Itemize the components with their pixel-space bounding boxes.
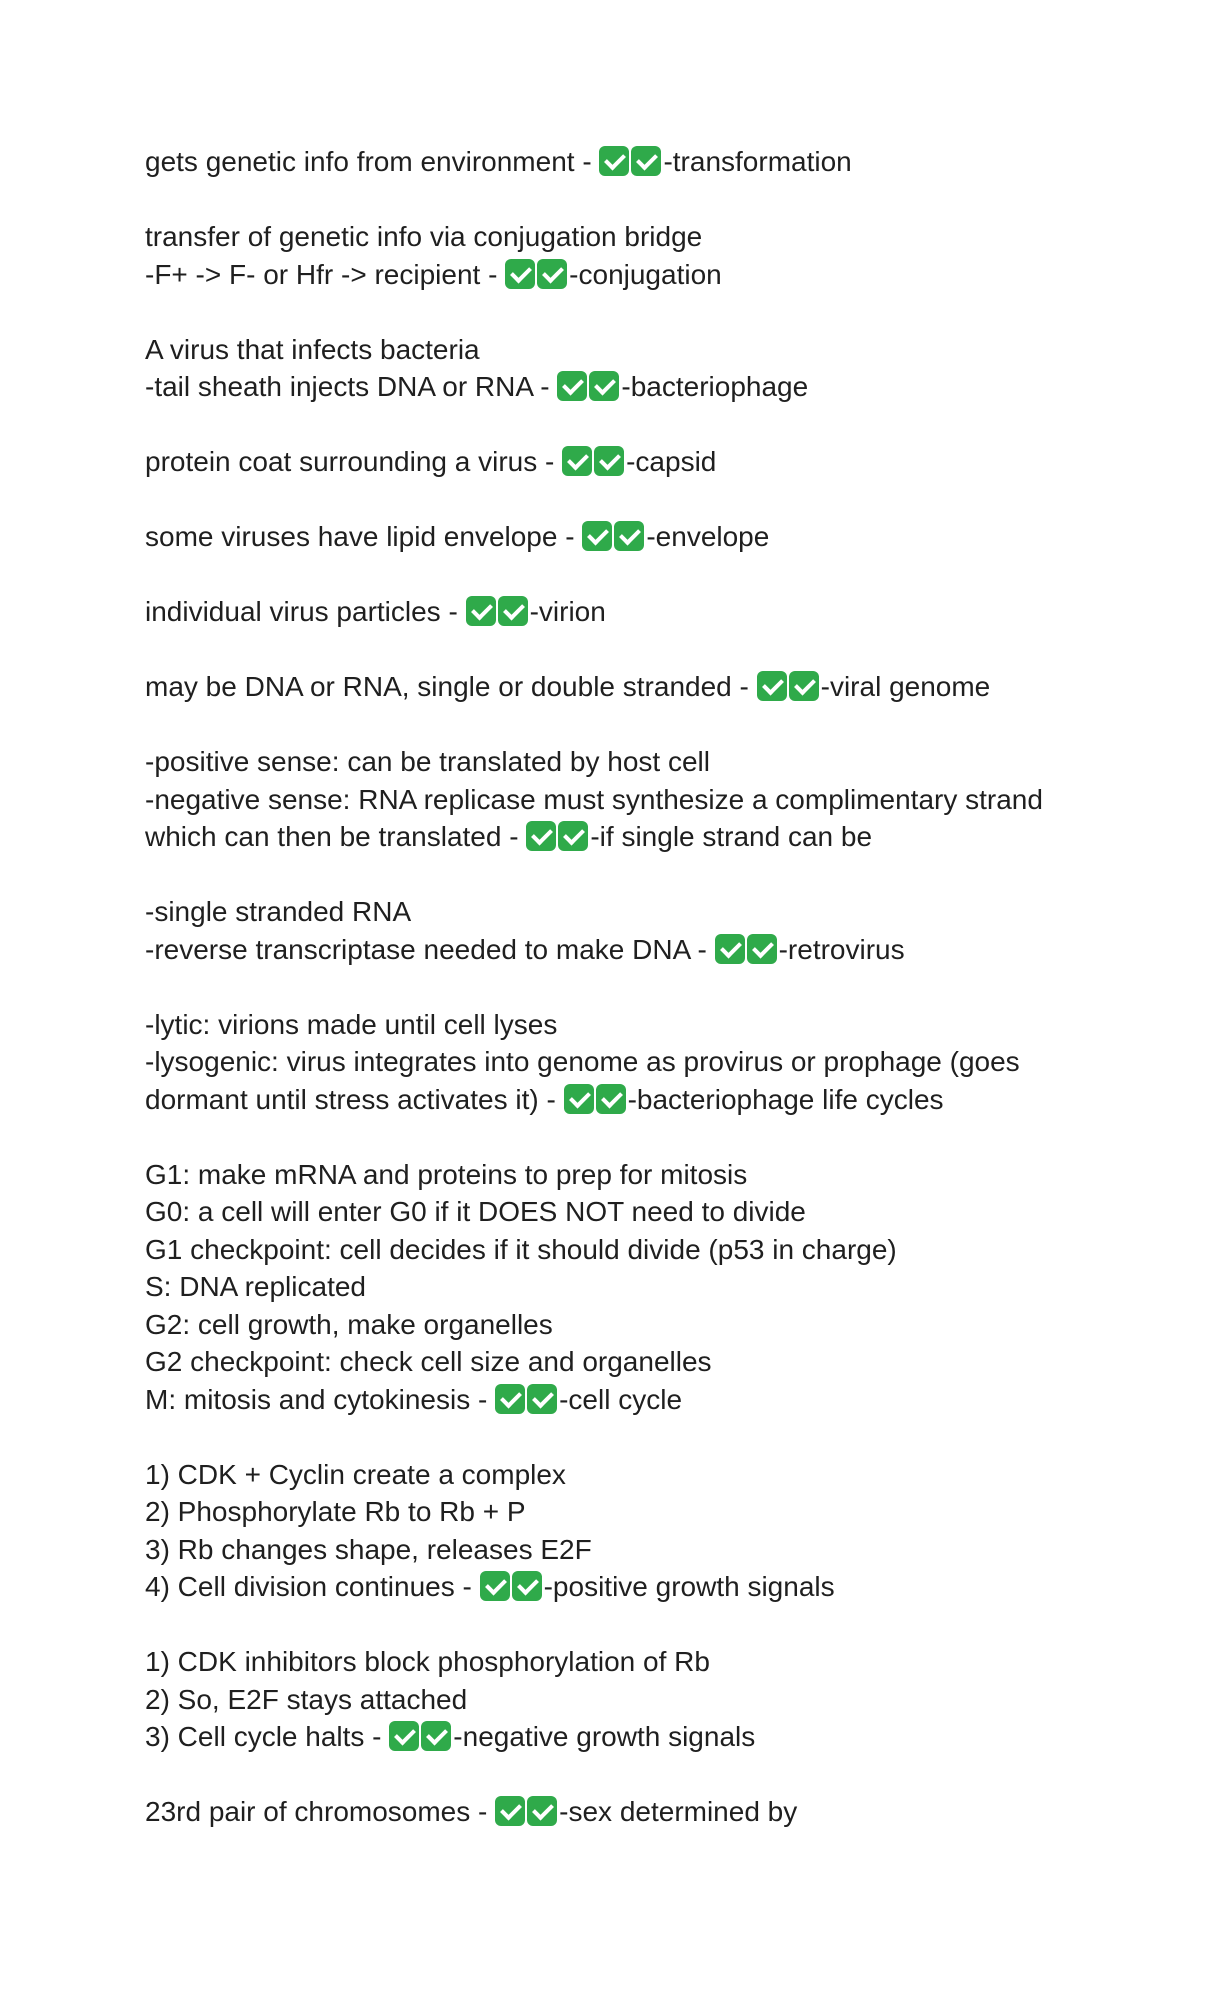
term-text: 2) So, E2F stays attached xyxy=(145,1683,468,1715)
check-mark-icon xyxy=(789,671,819,701)
flashcard-entry xyxy=(145,1156,1085,1419)
term-text: -lytic: virions made until cell lyses xyxy=(145,1008,558,1040)
check-mark-icon xyxy=(614,521,644,551)
term-line xyxy=(145,668,1085,706)
term-text: may be DNA or RNA, single or double stranded - xyxy=(145,671,757,702)
term-line xyxy=(145,1793,1085,1831)
check-marks xyxy=(466,596,530,627)
check-mark-icon xyxy=(582,521,612,551)
check-marks xyxy=(757,671,821,702)
check-mark-icon xyxy=(562,446,592,476)
term-text: 23rd pair of chromosomes - xyxy=(145,1796,496,1827)
check-mark-icon xyxy=(466,596,496,626)
term-line xyxy=(145,1493,1085,1531)
term-text: 1) CDK inhibitors block phosphorylation of Rb xyxy=(145,1646,710,1677)
term-text: individual virus particles - xyxy=(145,596,466,627)
term-text: 3) Rb changes shape, releases E2F xyxy=(145,1533,592,1565)
check-marks xyxy=(526,821,590,852)
flashcard-entry xyxy=(145,331,1085,406)
term-line xyxy=(145,818,1085,856)
term-text: 3) Cell cycle halts - xyxy=(145,1721,390,1752)
answer-text: -sex determined by xyxy=(559,1796,798,1827)
term-text: -single stranded RNA xyxy=(145,896,412,927)
term-line xyxy=(145,1456,1085,1494)
check-mark-icon xyxy=(589,371,619,401)
answer-text: -if single strand can be xyxy=(590,821,873,852)
check-mark-icon xyxy=(495,1384,525,1414)
answer-text: -virion xyxy=(529,596,606,627)
answer-text: -bacteriophage xyxy=(621,371,809,402)
term-line xyxy=(145,1381,1085,1419)
term-line xyxy=(145,331,1085,369)
term-line xyxy=(145,1268,1085,1306)
flashcard-entry xyxy=(145,143,1085,181)
flashcard-entry xyxy=(145,743,1085,856)
term-line xyxy=(145,1231,1085,1269)
flashcard-entry xyxy=(145,443,1085,481)
term-text: G1: make mRNA and proteins to prep for mitosis xyxy=(145,1158,748,1190)
check-mark-icon xyxy=(757,671,787,701)
answer-text: -bacteriophage life cycles xyxy=(627,1083,944,1115)
flashcard-entry xyxy=(145,668,1085,706)
term-text: 1) CDK + Cyclin create a complex xyxy=(145,1458,566,1490)
term-line xyxy=(145,931,1085,969)
check-mark-icon xyxy=(564,1084,594,1114)
check-mark-icon xyxy=(557,371,587,401)
check-mark-icon xyxy=(599,146,629,176)
flashcard-entry xyxy=(145,518,1085,556)
check-mark-icon xyxy=(480,1571,510,1601)
check-marks xyxy=(582,521,646,552)
term-line xyxy=(145,1643,1085,1681)
check-mark-icon xyxy=(421,1721,451,1751)
check-mark-icon xyxy=(527,1796,557,1826)
term-line xyxy=(145,1193,1085,1231)
check-marks xyxy=(564,1084,628,1115)
check-mark-icon xyxy=(389,1721,419,1751)
term-line xyxy=(145,218,1085,256)
answer-text: -conjugation xyxy=(569,258,722,290)
term-text: -tail sheath injects DNA or RNA - xyxy=(145,371,558,402)
term-text: G2 checkpoint: check cell size and organelles xyxy=(145,1346,712,1377)
check-mark-icon xyxy=(747,934,777,964)
term-line xyxy=(145,1306,1085,1344)
term-text: which can then be translated - xyxy=(145,821,527,852)
term-line xyxy=(145,368,1085,406)
check-marks xyxy=(557,371,621,402)
term-line xyxy=(145,256,1085,294)
term-text: protein coat surrounding a virus - xyxy=(145,446,563,477)
check-mark-icon xyxy=(596,1084,626,1114)
check-mark-icon xyxy=(495,1796,525,1826)
flashcard-entry xyxy=(145,1006,1085,1119)
answer-text: -transformation xyxy=(663,146,852,177)
term-text: G1 checkpoint: cell decides if it should divide (p53 in charge) xyxy=(145,1233,897,1265)
answer-text: -cell cycle xyxy=(559,1383,683,1415)
term-text: 4) Cell division continues - xyxy=(145,1571,480,1602)
term-line xyxy=(145,893,1085,931)
term-line xyxy=(145,143,1085,181)
term-text: some viruses have lipid envelope - xyxy=(145,521,583,552)
term-line xyxy=(145,1006,1085,1044)
term-text: G2: cell growth, make organelles xyxy=(145,1308,553,1340)
term-line xyxy=(145,593,1085,631)
flashcard-entry xyxy=(145,218,1085,293)
term-line xyxy=(145,1568,1085,1606)
check-mark-icon xyxy=(527,1384,557,1414)
term-line xyxy=(145,443,1085,481)
term-text: -negative sense: RNA replicase must synthesize a complimentary strand xyxy=(145,783,1043,815)
term-text: -positive sense: can be translated by host cell xyxy=(145,746,710,777)
check-marks xyxy=(480,1571,544,1602)
check-mark-icon xyxy=(594,446,624,476)
answer-text: -retrovirus xyxy=(778,933,905,965)
term-text: gets genetic info from environment - xyxy=(145,146,600,177)
check-mark-icon xyxy=(537,259,567,289)
term-line xyxy=(145,518,1085,556)
check-marks xyxy=(495,1796,559,1827)
flashcard-entry xyxy=(145,1793,1085,1831)
term-text: -F+ -> F- or Hfr -> recipient - xyxy=(145,258,506,290)
flashcard-list xyxy=(145,143,1085,1868)
term-text: S: DNA replicated xyxy=(145,1271,366,1302)
term-line xyxy=(145,1681,1085,1719)
flashcard-entry xyxy=(145,893,1085,968)
term-text: -lysogenic: virus integrates into genome as provirus or prophage (goes xyxy=(145,1046,1020,1077)
check-mark-icon xyxy=(512,1571,542,1601)
term-line xyxy=(145,1156,1085,1194)
check-mark-icon xyxy=(498,596,528,626)
term-line xyxy=(145,1081,1085,1119)
check-mark-icon xyxy=(526,821,556,851)
term-text: dormant until stress activates it) - xyxy=(145,1083,564,1115)
check-mark-icon xyxy=(505,259,535,289)
term-line xyxy=(145,1343,1085,1381)
term-line xyxy=(145,743,1085,781)
check-marks xyxy=(389,1721,453,1752)
term-text: M: mitosis and cytokinesis - xyxy=(145,1383,496,1415)
flashcard-entry xyxy=(145,1643,1085,1756)
answer-text: -viral genome xyxy=(820,671,991,702)
flashcard-entry xyxy=(145,593,1085,631)
check-marks xyxy=(715,934,779,965)
check-mark-icon xyxy=(631,146,661,176)
term-text: G0: a cell will enter G0 if it DOES NOT need to divide xyxy=(145,1196,806,1227)
term-line xyxy=(145,1531,1085,1569)
check-mark-icon xyxy=(558,821,588,851)
answer-text: -positive growth signals xyxy=(543,1571,835,1602)
check-marks xyxy=(562,446,626,477)
term-line xyxy=(145,1718,1085,1756)
term-line xyxy=(145,781,1085,819)
answer-text: -capsid xyxy=(626,446,717,477)
check-marks xyxy=(505,259,569,290)
term-text: -reverse transcriptase needed to make DNA - xyxy=(145,933,715,965)
check-mark-icon xyxy=(715,934,745,964)
term-text: 2) Phosphorylate Rb to Rb + P xyxy=(145,1496,526,1527)
answer-text: -envelope xyxy=(646,521,770,552)
term-text: A virus that infects bacteria xyxy=(145,333,480,365)
check-marks xyxy=(599,146,663,177)
check-marks xyxy=(495,1384,559,1415)
answer-text: -negative growth signals xyxy=(453,1721,756,1752)
term-line xyxy=(145,1043,1085,1081)
flashcard-entry xyxy=(145,1456,1085,1606)
term-text: transfer of genetic info via conjugation bridge xyxy=(145,221,703,252)
